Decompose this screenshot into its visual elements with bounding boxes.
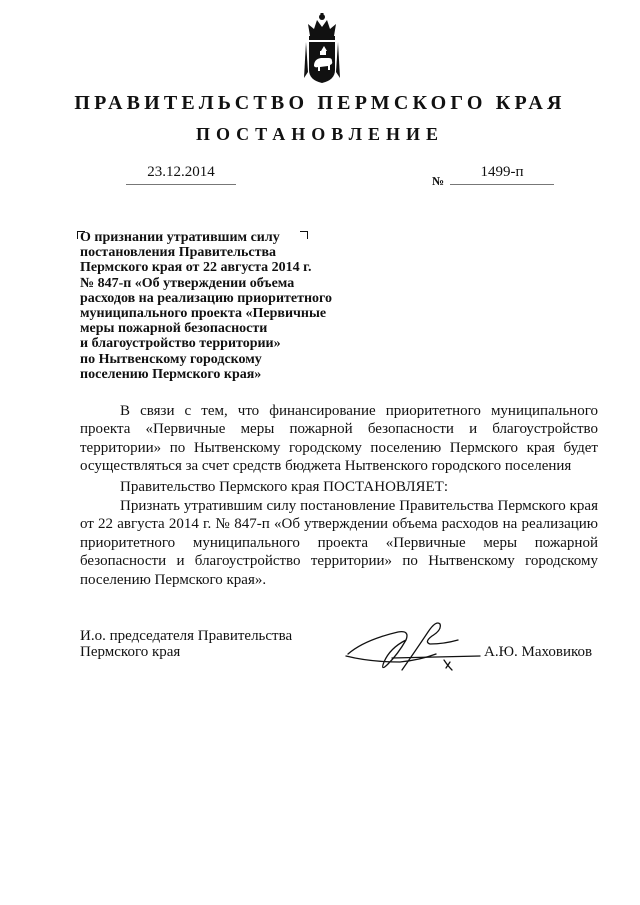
subject-line: меры пожарной безопасности [80,321,268,337]
subject-line: постановления Правительства [80,245,276,261]
document-date: 23.12.2014 [126,164,236,185]
subject-line: и благоустройство территории» [80,336,281,352]
subject-line: Пермского края от 22 августа 2014 г. [80,260,312,276]
subject-line: по Нытвенскому городскому [80,351,262,367]
signer-position [80,628,292,660]
body-paragraph-2: Правительство Пермского края ПОСТАНОВЛЯЕТ: [120,479,449,495]
signer-name: А.Ю. Маховиков [484,644,593,660]
document-type: ПОСТАНОВЛЕНИЕ [195,124,445,144]
number-sign: № [432,174,445,188]
body-paragraph-3: Признать утратившим силу постановление Правительства Пермского края от 22 августа 2014 г. № 847-п «Об утверждении объема расходов на реализацию приоритетного муниципального проекта «Первичные меры пожарной безопасности и благоустройство территории» по Нытвенскому городскому поселению Пермского края». [80,498,598,588]
body-paragraph-1: В связи с тем, что финансирование приоритетного муниципального проекта «Первичные меры пожарной безопасности и благоустройство территории» по Нытвенскому городскому поселению Пермского края будет осуществляться за счет средств бюджета Нытвенского городского поселения [80,403,598,475]
government-title: ПРАВИТЕЛЬСТВО ПЕРМСКОГО КРАЯ [74,92,566,114]
document-number: 1499-п [450,164,554,185]
signer-position-line: И.о. председателя Правительства [80,628,293,644]
handwritten-signature [340,610,490,680]
coat-of-arms-icon [302,12,342,84]
subject-line: муниципального проекта «Первичные [80,306,327,322]
signer-position-line: Пермского края [80,644,181,660]
subject-line: расходов на реализацию приоритетного [80,290,333,306]
document-subject [80,230,340,382]
subject-line: О признании утратившим силу [80,230,280,245]
subject-line: поселению Пермского края» [80,366,262,382]
subject-line: № 847-п «Об утверждении объема [80,275,295,291]
